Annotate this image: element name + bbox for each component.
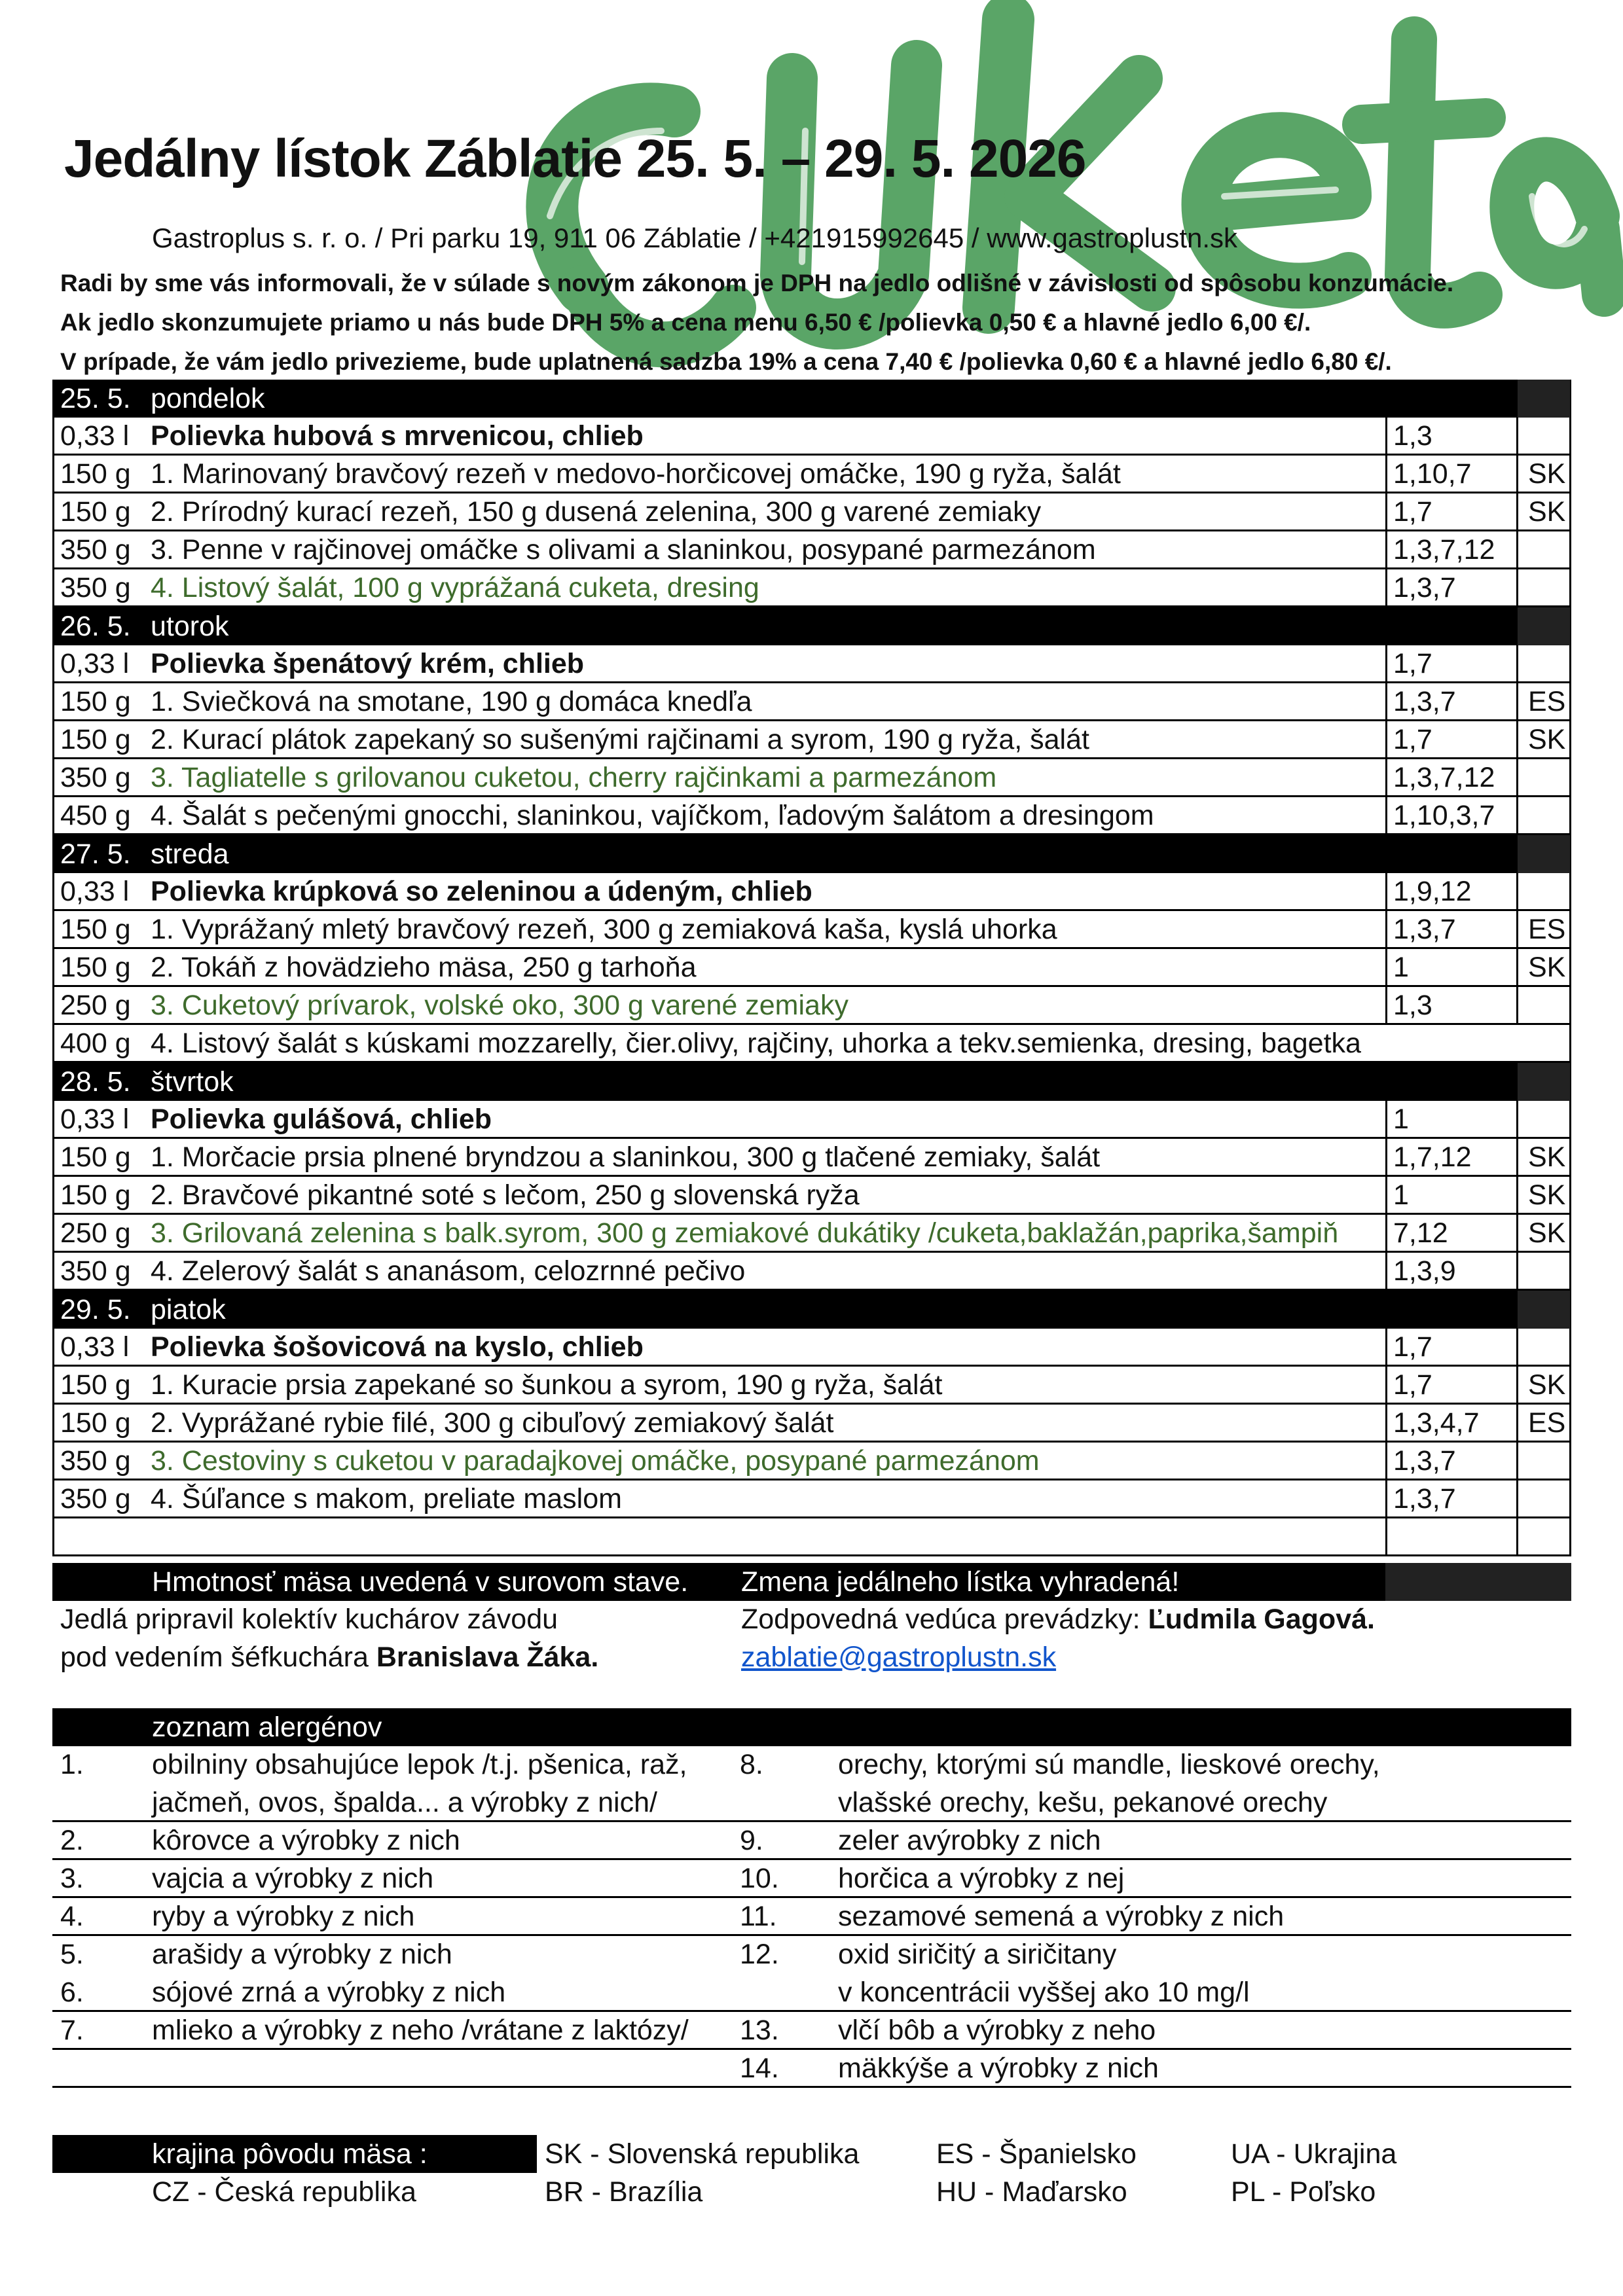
empty-row bbox=[52, 1518, 1571, 1556]
day-name: utorok bbox=[151, 611, 229, 642]
day-header bbox=[52, 1291, 1571, 1329]
meal-row bbox=[52, 949, 1571, 987]
portion-size: 0,33 l bbox=[60, 420, 130, 452]
footer-bar bbox=[52, 1563, 1571, 1601]
allergen-name: sezamové semená a výrobky z nich bbox=[838, 1901, 1285, 1932]
allergen-codes: 1,10,3,7 bbox=[1393, 800, 1495, 831]
day-name: piatok bbox=[151, 1294, 226, 1325]
soup-row bbox=[52, 1101, 1571, 1139]
meal-row bbox=[52, 1025, 1571, 1063]
allergen-row bbox=[52, 1936, 1571, 1974]
origin-country: PL - Poľsko bbox=[1231, 2176, 1376, 2208]
portion-size: 450 g bbox=[60, 800, 131, 831]
dish-name: 3. Cuketový prívarok, volské oko, 300 g varené zemiaky bbox=[151, 990, 848, 1021]
dish-name: 2. Prírodný kurací rezeň, 150 g dusená zelenina, 300 g varené zemiaky bbox=[151, 496, 1042, 528]
meal-row bbox=[52, 911, 1571, 949]
allergen-codes: 1,10,7 bbox=[1393, 458, 1472, 490]
allergen-name: v koncentrácii vyššej ako 10 mg/l bbox=[838, 1977, 1250, 2008]
meal-row bbox=[52, 1253, 1571, 1291]
vat-notice-line: V prípade, že vám jedlo privezieme, bude uplatnená sadzba 19% a cena 7,40 € /polievka 0,60 € a hlavné jedlo 6,80 €/. bbox=[60, 348, 1392, 375]
allergen-row bbox=[52, 2012, 1571, 2050]
meat-origin: SK bbox=[1528, 724, 1566, 755]
portion-size: 150 g bbox=[60, 686, 131, 717]
dish-name: 3. Cestoviny s cuketou v paradajkovej omáčke, posypané parmezánom bbox=[151, 1445, 1040, 1477]
day-date: 28. 5. bbox=[60, 1066, 131, 1098]
meat-origin: SK bbox=[1528, 496, 1566, 528]
allergen-codes: 1,3,7 bbox=[1393, 914, 1456, 945]
origin-country: ES - Španielsko bbox=[936, 2138, 1137, 2170]
allergen-name: sójové zrná a výrobky z nich bbox=[152, 1977, 506, 2008]
day-header bbox=[52, 380, 1571, 418]
allergen-codes: 1,7,12 bbox=[1393, 1141, 1472, 1173]
vat-notice-line: Radi by sme vás informovali, že v súlade s novým zákonom je DPH na jedlo odlišné v závislosti od spôsobu konzumácie. bbox=[60, 270, 1454, 296]
allergen-name: obilniny obsahujúce lepok /t.j. pšenica, raž, bbox=[152, 1749, 687, 1780]
dish-name: 2. Tokáň z hovädzieho mäsa, 250 g tarhoňa bbox=[151, 952, 697, 983]
dish-name: 1. Morčacie prsia plnené bryndzou a slaninkou, 300 g tlačené zemiaky, šalát bbox=[151, 1141, 1101, 1173]
allergen-number: 3. bbox=[60, 1863, 84, 1894]
dish-name: 3. Tagliatelle s grilovanou cuketou, cherry rajčinkami a parmezánom bbox=[151, 762, 997, 793]
allergen-list bbox=[52, 1708, 1571, 2088]
day-date: 26. 5. bbox=[60, 611, 131, 642]
allergen-codes: 1,3 bbox=[1393, 990, 1432, 1021]
allergen-row bbox=[52, 1860, 1571, 1898]
meat-origin: SK bbox=[1528, 952, 1566, 983]
portion-size: 0,33 l bbox=[60, 876, 130, 907]
day-name: štvrtok bbox=[151, 1066, 234, 1098]
allergen-name: oxid siričitý a siričitany bbox=[838, 1939, 1117, 1970]
allergen-number: 4. bbox=[60, 1901, 84, 1932]
meal-row bbox=[52, 1480, 1571, 1518]
allergen-codes: 1,3,7 bbox=[1393, 686, 1456, 717]
meat-origin: SK bbox=[1528, 1217, 1566, 1249]
meal-row bbox=[52, 493, 1571, 531]
soup-row bbox=[52, 873, 1571, 911]
allergen-name: ryby a výrobky z nich bbox=[152, 1901, 415, 1932]
allergen-number: 11. bbox=[740, 1901, 777, 1932]
allergen-codes: 1 bbox=[1393, 1103, 1409, 1135]
page-title: Jedálny lístok Záblatie 25. 5. – 29. 5. 2026 bbox=[64, 129, 1086, 188]
meal-row bbox=[52, 1215, 1571, 1253]
allergen-codes: 1,7 bbox=[1393, 496, 1432, 528]
meat-origin: ES bbox=[1528, 686, 1566, 717]
origin-country: SK - Slovenská republika bbox=[545, 2138, 860, 2170]
dish-name: 2. Bravčové pikantné soté s lečom, 250 g slovenská ryža bbox=[151, 1179, 860, 1211]
meat-origin: SK bbox=[1528, 1179, 1566, 1211]
meal-row bbox=[52, 987, 1571, 1025]
portion-size: 150 g bbox=[60, 1141, 131, 1173]
day-header bbox=[52, 835, 1571, 873]
meat-origin: SK bbox=[1528, 1369, 1566, 1401]
portion-size: 150 g bbox=[60, 724, 131, 755]
origin-country: UA - Ukrajina bbox=[1231, 2138, 1397, 2170]
company-info: Gastroplus s. r. o. / Pri parku 19, 911 06 Záblatie / +421915992645 / www.gastroplustn.sk bbox=[152, 223, 1238, 253]
dish-name: 1. Sviečková na smotane, 190 g domáca knedľa bbox=[151, 686, 752, 717]
portion-size: 150 g bbox=[60, 1407, 131, 1439]
portion-size: 0,33 l bbox=[60, 1331, 130, 1363]
portion-size: 0,33 l bbox=[60, 1103, 130, 1135]
dish-name: 4. Šúľance s makom, preliate maslom bbox=[151, 1483, 622, 1515]
portion-size: 350 g bbox=[60, 1445, 131, 1477]
dish-name: 3. Grilovaná zelenina s balk.syrom, 300 g zemiakové dukátiky /cuketa,baklažán,paprika,šampiň bbox=[151, 1217, 1339, 1249]
meal-row bbox=[52, 456, 1571, 493]
meat-origin: ES bbox=[1528, 914, 1566, 945]
allergen-number: 8. bbox=[740, 1749, 763, 1780]
dish-name: 4. Listový šalát, 100 g vyprážaná cuketa, dresing bbox=[151, 572, 759, 603]
meal-row bbox=[52, 1177, 1571, 1215]
portion-size: 150 g bbox=[60, 952, 131, 983]
day-header bbox=[52, 1063, 1571, 1101]
allergen-codes: 7,12 bbox=[1393, 1217, 1448, 1249]
allergen-codes: 1,3,7 bbox=[1393, 1445, 1456, 1477]
allergen-name: zeler avýrobky z nich bbox=[838, 1825, 1101, 1856]
allergen-name: arašidy a výrobky z nich bbox=[152, 1939, 452, 1970]
dish-name: Polievka hubová s mrvenicou, chlieb bbox=[151, 420, 644, 452]
allergen-number: 2. bbox=[60, 1825, 84, 1856]
allergen-codes: 1,3,9 bbox=[1393, 1255, 1456, 1287]
allergen-row bbox=[52, 1822, 1571, 1860]
allergen-codes: 1,3,7 bbox=[1393, 572, 1456, 603]
meal-row bbox=[52, 531, 1571, 569]
dish-name: Polievka šošovicová na kyslo, chlieb bbox=[151, 1331, 644, 1363]
allergen-name: jačmeň, ovos, špalda... a výrobky z nich/ bbox=[152, 1787, 657, 1818]
allergen-row bbox=[52, 1746, 1571, 1784]
allergen-codes: 1,3,7,12 bbox=[1393, 762, 1495, 793]
allergen-name: mäkkýše a výrobky z nich bbox=[838, 2053, 1159, 2084]
meat-origin: SK bbox=[1528, 1141, 1566, 1173]
dish-name: 1. Vyprážaný mletý bravčový rezeň, 300 g zemiaková kaša, kyslá uhorka bbox=[151, 914, 1057, 945]
dish-name: 4. Šalát s pečenými gnocchi, slaninkou, vajíčkom, ľadovým šalátom a dresingom bbox=[151, 800, 1154, 831]
soup-row bbox=[52, 1329, 1571, 1367]
meal-row bbox=[52, 797, 1571, 835]
menu-table bbox=[52, 380, 1571, 1556]
allergen-name: vlčí bôb a výrobky z neho bbox=[838, 2015, 1156, 2046]
dish-name: 4. Zelerový šalát s ananásom, celozrnné pečivo bbox=[151, 1255, 746, 1287]
contact-email-link[interactable]: zablatie@gastroplustn.sk bbox=[741, 1641, 1057, 1673]
meal-row bbox=[52, 1443, 1571, 1480]
portion-size: 150 g bbox=[60, 1369, 131, 1401]
day-header bbox=[52, 607, 1571, 645]
day-date: 25. 5. bbox=[60, 383, 131, 414]
dish-name: 2. Vyprážané rybie filé, 300 g cibuľový zemiakový šalát bbox=[151, 1407, 834, 1439]
chef-line: Jedlá pripravil kolektív kuchárov závodu bbox=[60, 1604, 558, 1635]
chef-line: pod vedením šéfkuchára Branislava Žáka. bbox=[60, 1641, 599, 1673]
meal-row bbox=[52, 1405, 1571, 1443]
allergen-number: 5. bbox=[60, 1939, 84, 1970]
portion-size: 150 g bbox=[60, 496, 131, 528]
dish-name: Polievka gulášová, chlieb bbox=[151, 1103, 492, 1135]
allergen-codes: 1,7 bbox=[1393, 648, 1432, 679]
soup-row bbox=[52, 645, 1571, 683]
portion-size: 150 g bbox=[60, 1179, 131, 1211]
allergen-name: kôrovce a výrobky z nich bbox=[152, 1825, 460, 1856]
allergen-row bbox=[52, 1784, 1571, 1822]
dish-name: 2. Kurací plátok zapekaný so sušenými rajčinami a syrom, 190 g ryža, šalát bbox=[151, 724, 1089, 755]
manager-name: Ľudmila Gagová. bbox=[1148, 1604, 1375, 1635]
dish-name: 4. Listový šalát s kúskami mozzarelly, čier.olivy, rajčiny, uhorka a tekv.semienka, dresing, bagetka bbox=[151, 1028, 1361, 1059]
portion-size: 350 g bbox=[60, 572, 131, 603]
change-note: Zmena jedálneho lístka vyhradená! bbox=[741, 1566, 1180, 1598]
day-name: pondelok bbox=[151, 383, 265, 414]
origin-country: CZ - Česká republika bbox=[152, 2176, 416, 2208]
allergen-row bbox=[52, 1974, 1571, 2012]
meal-row bbox=[52, 569, 1571, 607]
portion-size: 150 g bbox=[60, 458, 131, 490]
portion-size: 350 g bbox=[60, 1483, 131, 1515]
allergen-codes: 1,7 bbox=[1393, 724, 1432, 755]
allergen-number: 9. bbox=[740, 1825, 763, 1856]
allergen-row bbox=[52, 2050, 1571, 2088]
meal-row bbox=[52, 1139, 1571, 1177]
day-date: 29. 5. bbox=[60, 1294, 131, 1325]
soup-row bbox=[52, 418, 1571, 456]
allergen-codes: 1,3,4,7 bbox=[1393, 1407, 1480, 1439]
meal-row bbox=[52, 759, 1571, 797]
allergen-codes: 1,3,7,12 bbox=[1393, 534, 1495, 565]
portion-size: 250 g bbox=[60, 1217, 131, 1249]
allergen-number: 14. bbox=[740, 2053, 779, 2084]
allergen-header: zoznam alergénov bbox=[52, 1708, 1571, 1746]
allergen-name: vajcia a výrobky z nich bbox=[152, 1863, 434, 1894]
origin-country: HU - Maďarsko bbox=[936, 2176, 1127, 2208]
meat-origin: SK bbox=[1528, 458, 1566, 490]
meat-origin: ES bbox=[1528, 1407, 1566, 1439]
dish-name: Polievka krúpková so zeleninou a údeným, chlieb bbox=[151, 876, 812, 907]
portion-size: 350 g bbox=[60, 762, 131, 793]
allergen-number: 1. bbox=[60, 1749, 84, 1780]
allergen-number: 12. bbox=[740, 1939, 779, 1970]
meat-weight-note: Hmotnosť mäsa uvedená v surovom stave. bbox=[152, 1566, 689, 1598]
portion-size: 250 g bbox=[60, 990, 131, 1021]
allergen-codes: 1,7 bbox=[1393, 1331, 1432, 1363]
portion-size: 150 g bbox=[60, 914, 131, 945]
dish-name: 1. Marinovaný bravčový rezeň v medovo-horčicovej omáčke, 190 g ryža, šalát bbox=[151, 458, 1121, 490]
portion-size: 400 g bbox=[60, 1028, 131, 1059]
allergen-row bbox=[52, 1898, 1571, 1936]
chef-name: Branislava Žáka. bbox=[376, 1641, 599, 1673]
allergen-number: 7. bbox=[60, 2015, 84, 2046]
day-date: 27. 5. bbox=[60, 838, 131, 870]
vat-notice-line: Ak jedlo skonzumujete priamo u nás bude DPH 5% a cena menu 6,50 € /polievka 0,50 € a hlavné jedlo 6,00 €/. bbox=[60, 309, 1311, 336]
meal-row bbox=[52, 721, 1571, 759]
allergen-name: horčica a výrobky z nej bbox=[838, 1863, 1125, 1894]
portion-size: 0,33 l bbox=[60, 648, 130, 679]
allergen-codes: 1,3 bbox=[1393, 420, 1432, 452]
allergen-codes: 1,7 bbox=[1393, 1369, 1432, 1401]
portion-size: 350 g bbox=[60, 534, 131, 565]
allergen-name: mlieko a výrobky z neho /vrátane z laktózy/ bbox=[152, 2015, 689, 2046]
allergen-codes: 1 bbox=[1393, 952, 1409, 983]
allergen-number: 10. bbox=[740, 1863, 779, 1894]
manager-line: Zodpovedná vedúca prevádzky: Ľudmila Gagová. bbox=[741, 1604, 1375, 1635]
meal-row bbox=[52, 683, 1571, 721]
allergen-codes: 1,9,12 bbox=[1393, 876, 1472, 907]
day-name: streda bbox=[151, 838, 229, 870]
allergen-codes: 1,3,7 bbox=[1393, 1483, 1456, 1515]
dish-name: 1. Kuracie prsia zapekané so šunkou a syrom, 190 g ryža, šalát bbox=[151, 1369, 943, 1401]
allergen-number: 13. bbox=[740, 2015, 779, 2046]
portion-size: 350 g bbox=[60, 1255, 131, 1287]
meal-row bbox=[52, 1367, 1571, 1405]
origin-country: BR - Brazília bbox=[545, 2176, 703, 2208]
allergen-name: vlašské orechy, kešu, pekanové orechy bbox=[838, 1787, 1328, 1818]
dish-name: Polievka špenátový krém, chlieb bbox=[151, 648, 585, 679]
allergen-name: orechy, ktorými sú mandle, lieskové orechy, bbox=[838, 1749, 1380, 1780]
dish-name: 3. Penne v rajčinovej omáčke s olivami a slaninkou, posypané parmezánom bbox=[151, 534, 1096, 565]
allergen-codes: 1 bbox=[1393, 1179, 1409, 1211]
allergen-number: 6. bbox=[60, 1977, 84, 2008]
origin-label: krajina pôvodu mäsa : bbox=[152, 2138, 428, 2170]
